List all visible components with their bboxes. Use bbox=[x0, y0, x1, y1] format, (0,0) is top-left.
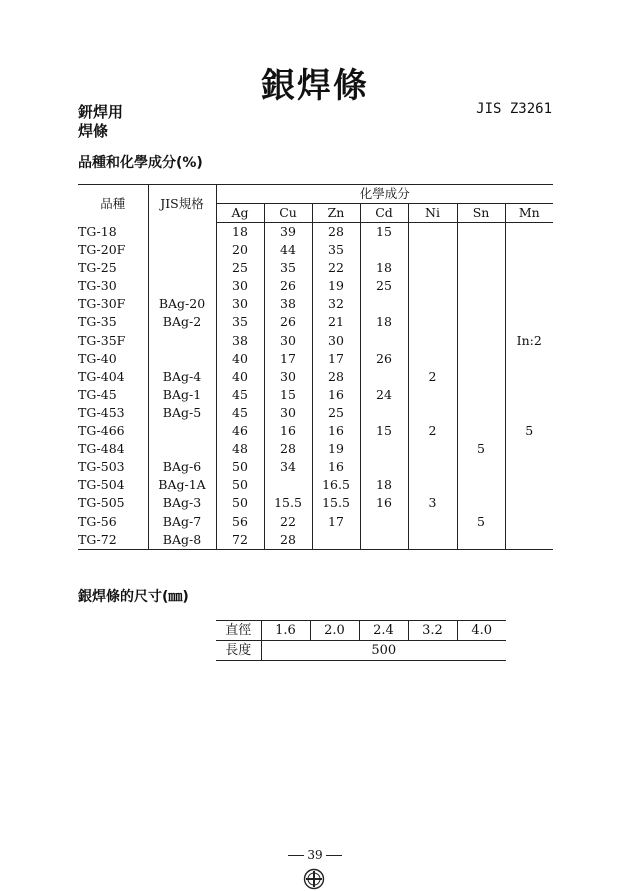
cell-ni bbox=[408, 313, 457, 331]
cell-mn bbox=[505, 368, 553, 386]
cell-grade: TG-72 bbox=[78, 531, 148, 550]
cell-mn bbox=[505, 494, 553, 512]
header-jis: JIS規格 bbox=[148, 185, 216, 223]
cell-cu: 30 bbox=[264, 332, 312, 350]
cell-cu: 28 bbox=[264, 440, 312, 458]
cell-mn bbox=[505, 386, 553, 404]
cell-cu: 16 bbox=[264, 422, 312, 440]
cell-cu: 30 bbox=[264, 404, 312, 422]
composition-body bbox=[78, 223, 553, 550]
diameter-value: 3.2 bbox=[408, 621, 457, 641]
cell-cu: 44 bbox=[264, 241, 312, 259]
cell-zn: 35 bbox=[312, 241, 360, 259]
cell-ni bbox=[408, 295, 457, 313]
cell-jis: BAg-7 bbox=[148, 513, 216, 531]
cell-sn bbox=[457, 422, 505, 440]
cell-cu: 39 bbox=[264, 223, 312, 242]
cell-zn: 17 bbox=[312, 513, 360, 531]
cell-jis: BAg-1A bbox=[148, 476, 216, 494]
cell-cu: 38 bbox=[264, 295, 312, 313]
cell-grade: TG-35F bbox=[78, 332, 126, 348]
cell-ni bbox=[408, 440, 457, 458]
cell-cd: 15 bbox=[360, 223, 408, 242]
cell-grade: TG-35 bbox=[78, 314, 117, 330]
diameter-value: 1.6 bbox=[261, 621, 310, 641]
cell-mn: In:2 bbox=[505, 332, 553, 350]
cell-sn: 5 bbox=[457, 440, 505, 458]
cell-zn: 19 bbox=[312, 277, 360, 295]
cell-ag: 40 bbox=[216, 350, 264, 368]
cell-grade: TG-20F bbox=[78, 242, 126, 258]
cell-grade: TG-504 bbox=[78, 477, 125, 493]
table-row bbox=[78, 458, 553, 476]
cell-mn bbox=[505, 277, 553, 295]
cell-cd bbox=[360, 404, 408, 422]
cell-cu: 30 bbox=[264, 368, 312, 386]
size-table bbox=[216, 620, 506, 661]
cell-ni bbox=[408, 531, 457, 550]
cell-zn: 19 bbox=[312, 440, 360, 458]
cell-mn bbox=[505, 259, 553, 277]
cell-mn bbox=[505, 350, 553, 368]
cell-jis: BAg-3 bbox=[148, 494, 216, 512]
page-title: 銀焊條 bbox=[261, 66, 369, 106]
cell-jis: BAg-2 bbox=[148, 313, 216, 331]
cell-sn bbox=[457, 531, 505, 550]
cell-ni bbox=[408, 241, 457, 259]
cell-cd: 16 bbox=[360, 494, 408, 512]
cell-cd: 18 bbox=[360, 259, 408, 277]
composition-table bbox=[78, 184, 553, 550]
company-logo-icon bbox=[303, 868, 325, 890]
cell-cu: 28 bbox=[264, 531, 312, 550]
cell-ag: 38 bbox=[216, 332, 264, 350]
cell-mn bbox=[505, 241, 553, 259]
cell-ag: 18 bbox=[216, 223, 264, 242]
cell-ni bbox=[408, 386, 457, 404]
cell-mn bbox=[505, 295, 553, 313]
usage-line-2: 焊條 bbox=[78, 122, 109, 140]
table-row bbox=[78, 513, 553, 531]
table-row bbox=[78, 223, 553, 242]
table-row bbox=[78, 368, 553, 386]
table-row bbox=[78, 531, 553, 550]
cell-cd bbox=[360, 458, 408, 476]
cell-cd: 18 bbox=[360, 476, 408, 494]
cell-cd bbox=[360, 332, 408, 350]
cell-jis bbox=[148, 241, 216, 259]
cell-cu: 35 bbox=[264, 259, 312, 277]
cell-ni bbox=[408, 350, 457, 368]
cell-ag: 40 bbox=[216, 368, 264, 386]
cell-zn: 25 bbox=[312, 404, 360, 422]
cell-ni: 2 bbox=[408, 422, 457, 440]
cell-cd: 24 bbox=[360, 386, 408, 404]
cell-sn bbox=[457, 313, 505, 331]
cell-ni bbox=[408, 458, 457, 476]
composition-heading: 品種和化學成分(%) bbox=[78, 155, 203, 171]
cell-ag: 48 bbox=[216, 440, 264, 458]
cell-zn: 16.5 bbox=[312, 476, 360, 494]
cell-cu bbox=[264, 476, 312, 494]
cell-ag: 30 bbox=[216, 277, 264, 295]
table-row bbox=[78, 494, 553, 512]
cell-sn bbox=[457, 494, 505, 512]
cell-jis: BAg-6 bbox=[148, 458, 216, 476]
cell-jis: BAg-4 bbox=[148, 368, 216, 386]
table-row bbox=[78, 295, 553, 313]
cell-cd: 15 bbox=[360, 422, 408, 440]
cell-sn bbox=[457, 241, 505, 259]
cell-jis bbox=[148, 422, 216, 440]
cell-grade: TG-484 bbox=[78, 441, 125, 457]
cell-jis bbox=[148, 332, 216, 350]
diameter-label: 直徑 bbox=[216, 621, 261, 641]
cell-mn bbox=[505, 440, 553, 458]
cell-ni: 3 bbox=[408, 494, 457, 512]
jis-standard: JIS Z3261 bbox=[476, 101, 552, 117]
cell-ni bbox=[408, 476, 457, 494]
footer-dash-right bbox=[326, 855, 342, 856]
header-sn: Sn bbox=[457, 204, 505, 223]
page-number: 39 bbox=[307, 848, 323, 862]
cell-sn bbox=[457, 368, 505, 386]
cell-zn: 16 bbox=[312, 386, 360, 404]
header-chemical: 化學成分 bbox=[216, 185, 553, 204]
cell-sn bbox=[457, 386, 505, 404]
cell-ni bbox=[408, 223, 457, 242]
cell-zn: 28 bbox=[312, 368, 360, 386]
table-row bbox=[78, 332, 553, 350]
cell-zn: 16 bbox=[312, 458, 360, 476]
cell-mn bbox=[505, 531, 553, 550]
size-heading: 銀焊條的尺寸(㎜) bbox=[78, 589, 189, 605]
cell-sn bbox=[457, 259, 505, 277]
cell-zn: 32 bbox=[312, 295, 360, 313]
cell-ag: 50 bbox=[216, 476, 264, 494]
cell-ni bbox=[408, 277, 457, 295]
cell-zn: 15.5 bbox=[312, 494, 360, 512]
cell-mn bbox=[505, 513, 553, 531]
cell-sn bbox=[457, 332, 505, 350]
cell-ag: 20 bbox=[216, 241, 264, 259]
cell-cu: 26 bbox=[264, 277, 312, 295]
cell-mn bbox=[505, 313, 553, 331]
cell-jis bbox=[148, 259, 216, 277]
cell-sn bbox=[457, 223, 505, 242]
table-row bbox=[78, 422, 553, 440]
cell-mn bbox=[505, 458, 553, 476]
cell-grade: TG-30 bbox=[78, 278, 117, 294]
cell-cu: 15 bbox=[264, 386, 312, 404]
cell-cd bbox=[360, 513, 408, 531]
table-row bbox=[78, 440, 553, 458]
table-row bbox=[78, 386, 553, 404]
cell-cd: 26 bbox=[360, 350, 408, 368]
cell-mn: 5 bbox=[505, 422, 553, 440]
header-cu: Cu bbox=[264, 204, 312, 223]
cell-ag: 46 bbox=[216, 422, 264, 440]
header-ag: Ag bbox=[216, 204, 264, 223]
cell-sn bbox=[457, 295, 505, 313]
cell-grade: TG-503 bbox=[78, 459, 125, 475]
cell-mn bbox=[505, 476, 553, 494]
length-value: 500 bbox=[261, 641, 506, 661]
cell-zn: 30 bbox=[312, 332, 360, 350]
cell-cd bbox=[360, 440, 408, 458]
cell-mn bbox=[505, 223, 553, 242]
cell-sn bbox=[457, 277, 505, 295]
cell-cu: 34 bbox=[264, 458, 312, 476]
cell-cd: 18 bbox=[360, 313, 408, 331]
header-ni: Ni bbox=[408, 204, 457, 223]
cell-ag: 50 bbox=[216, 458, 264, 476]
cell-ni: 2 bbox=[408, 368, 457, 386]
cell-zn: 28 bbox=[312, 223, 360, 242]
header-grade: 品種 bbox=[78, 185, 148, 223]
cell-ni bbox=[408, 513, 457, 531]
header-cd: Cd bbox=[360, 204, 408, 223]
cell-cd bbox=[360, 531, 408, 550]
cell-zn bbox=[312, 531, 360, 550]
cell-sn bbox=[457, 350, 505, 368]
cell-ag: 50 bbox=[216, 494, 264, 512]
cell-ag: 30 bbox=[216, 295, 264, 313]
cell-jis: BAg-8 bbox=[148, 531, 216, 550]
cell-ag: 25 bbox=[216, 259, 264, 277]
cell-jis: BAg-20 bbox=[148, 295, 216, 313]
cell-ag: 35 bbox=[216, 313, 264, 331]
cell-cu: 17 bbox=[264, 350, 312, 368]
header-zn: Zn bbox=[312, 204, 360, 223]
cell-grade: TG-40 bbox=[78, 350, 117, 366]
cell-jis bbox=[148, 223, 216, 242]
cell-zn: 17 bbox=[312, 350, 360, 368]
cell-jis bbox=[148, 350, 216, 368]
cell-sn: 5 bbox=[457, 513, 505, 531]
diameter-value: 4.0 bbox=[457, 621, 506, 641]
cell-cu: 22 bbox=[264, 513, 312, 531]
usage-line-1: 鈃焊用 bbox=[78, 103, 124, 121]
length-label: 長度 bbox=[216, 641, 261, 661]
cell-cd bbox=[360, 295, 408, 313]
cell-jis bbox=[148, 277, 216, 295]
cell-grade: TG-30F bbox=[78, 296, 126, 312]
cell-sn bbox=[457, 476, 505, 494]
cell-ag: 56 bbox=[216, 513, 264, 531]
cell-sn bbox=[457, 458, 505, 476]
cell-mn bbox=[505, 404, 553, 422]
diameter-value: 2.4 bbox=[359, 621, 408, 641]
diameter-value: 2.0 bbox=[310, 621, 359, 641]
cell-sn bbox=[457, 404, 505, 422]
cell-grade: TG-505 bbox=[78, 495, 125, 511]
cell-jis bbox=[148, 440, 216, 458]
table-row bbox=[78, 313, 553, 331]
cell-zn: 22 bbox=[312, 259, 360, 277]
cell-ni bbox=[408, 259, 457, 277]
cell-grade: TG-25 bbox=[78, 260, 117, 276]
footer-dash-left bbox=[288, 855, 304, 856]
table-row bbox=[78, 350, 553, 368]
cell-cu: 15.5 bbox=[264, 494, 312, 512]
cell-grade: TG-404 bbox=[78, 368, 125, 384]
cell-zn: 16 bbox=[312, 422, 360, 440]
diameter-row bbox=[216, 621, 506, 641]
cell-cu: 26 bbox=[264, 313, 312, 331]
cell-jis: BAg-1 bbox=[148, 386, 216, 404]
cell-ni bbox=[408, 332, 457, 350]
cell-grade: TG-18 bbox=[78, 223, 117, 239]
table-row bbox=[78, 277, 553, 295]
header-mn: Mn bbox=[505, 204, 553, 223]
cell-ni bbox=[408, 404, 457, 422]
table-row bbox=[78, 259, 553, 277]
page-footer bbox=[0, 848, 630, 862]
length-row bbox=[216, 641, 506, 661]
cell-ag: 72 bbox=[216, 531, 264, 550]
cell-ag: 45 bbox=[216, 386, 264, 404]
cell-cd: 25 bbox=[360, 277, 408, 295]
cell-zn: 21 bbox=[312, 313, 360, 331]
cell-cd bbox=[360, 241, 408, 259]
cell-grade: TG-45 bbox=[78, 386, 117, 402]
cell-grade: TG-466 bbox=[78, 423, 125, 439]
cell-jis: BAg-5 bbox=[148, 404, 216, 422]
cell-cd bbox=[360, 368, 408, 386]
cell-ag: 45 bbox=[216, 404, 264, 422]
table-row bbox=[78, 241, 553, 259]
table-row bbox=[78, 404, 553, 422]
cell-grade: TG-453 bbox=[78, 404, 125, 420]
table-row bbox=[78, 476, 553, 494]
cell-grade: TG-56 bbox=[78, 513, 117, 529]
